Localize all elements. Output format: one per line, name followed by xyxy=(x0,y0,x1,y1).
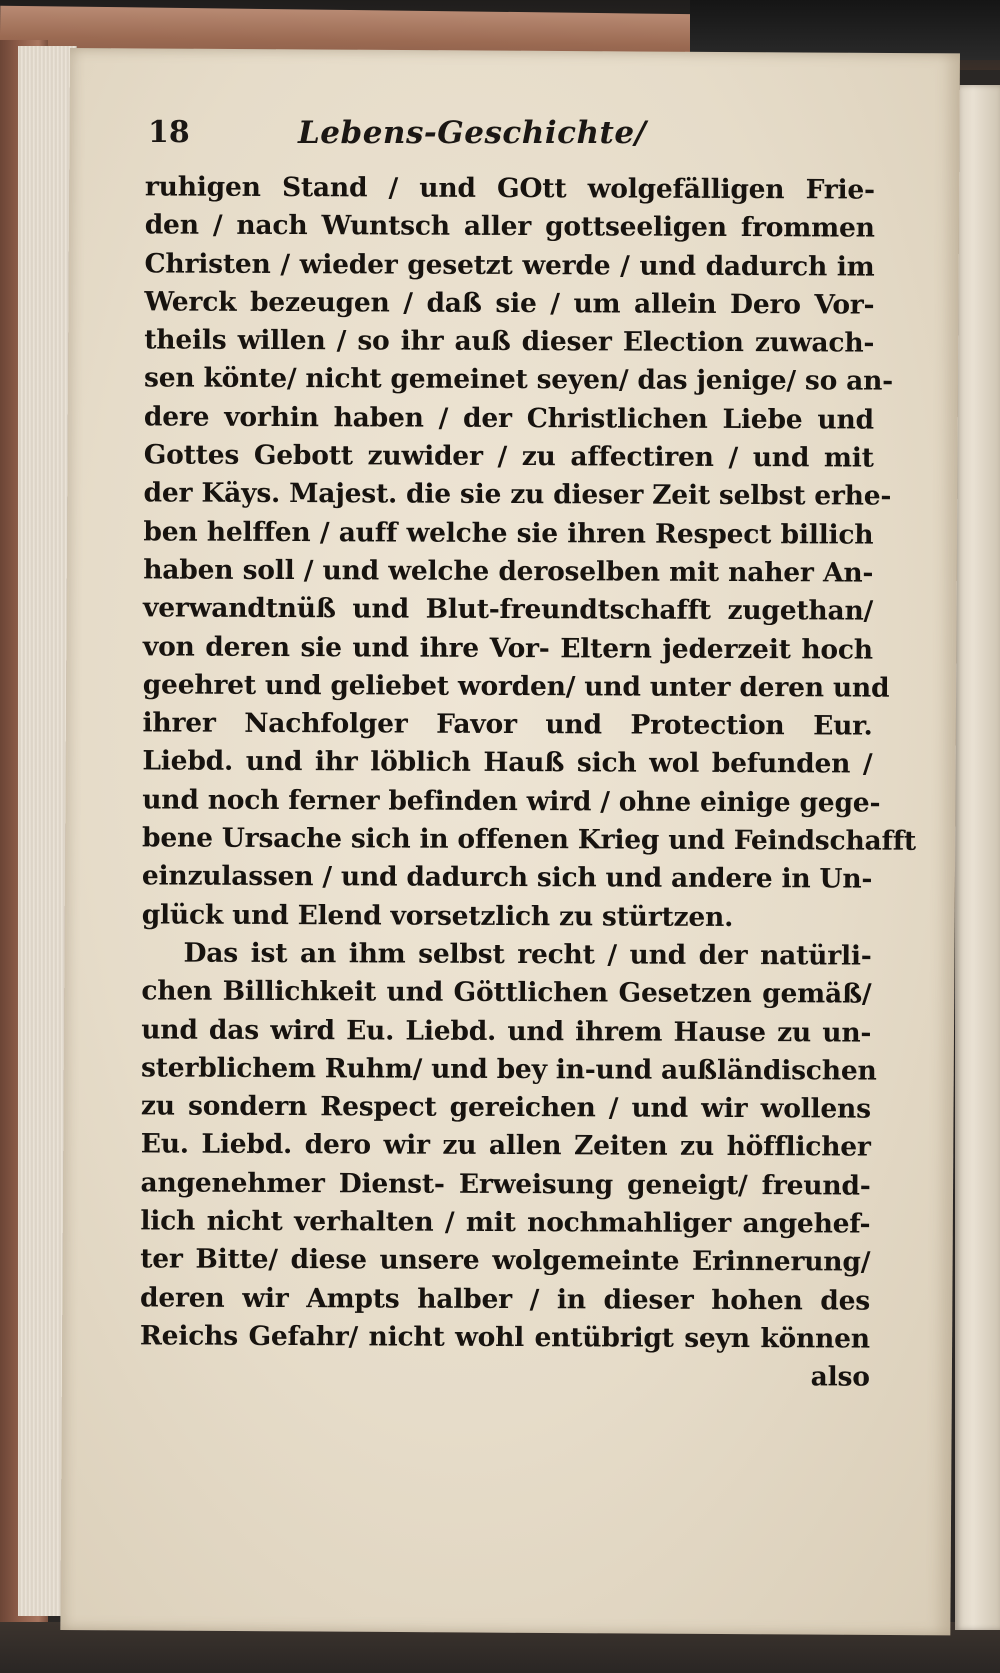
text-line: sterblichem Ruhm/ und bey in-und außländischen xyxy=(141,1052,877,1087)
text-line: der Käys. Majest. die sie zu dieser Zeit selbst erhe- xyxy=(143,477,892,513)
text-line: Gottes Gebott zuwider / zu affectiren / und mit xyxy=(143,439,874,474)
running-title: Lebens-Geschichte/ xyxy=(298,115,647,151)
text-line: den / nach Wuntsch aller gottseeligen frommen xyxy=(144,209,875,244)
binding-dark-edge xyxy=(690,0,1000,60)
text-line: verwandtnüß und Blut-freundtschafft zugethan/ xyxy=(143,592,874,627)
text-line: zu sondern Respect gereichen / und wir wollens xyxy=(140,1090,871,1125)
text-line: sen könte/ nicht gemeinet seyen/ das jenige/ so an- xyxy=(144,362,894,398)
page-number: 18 xyxy=(148,115,190,150)
text-line: Werck bezeugen / daß sie / um allein Dero Vor- xyxy=(144,286,875,321)
text-line: theils willen / so ihr auß dieser Election zuwach- xyxy=(144,324,875,359)
text-line: ter Bitte/ diese unsere wolgemeinte Erinnerung/ xyxy=(140,1243,871,1278)
text-line: Liebd. und ihr löblich Hauß sich wol befunden / xyxy=(142,745,873,781)
text-line: und noch ferner befinden wird / ohne einige gege- xyxy=(142,784,881,819)
text-line: glück und Elend vorsetzlich zu stürtzen. xyxy=(141,899,734,933)
catchword: also xyxy=(810,1361,870,1393)
text-line: ben helffen / auff welche sie ihren Respect billich xyxy=(143,516,874,551)
page-body-text xyxy=(139,168,917,1541)
text-line: lich nicht verhalten / mit nochmahliger angehef- xyxy=(140,1205,871,1240)
facing-page-edge xyxy=(955,85,1000,1630)
text-line: deren wir Ampts halber / in dieser hohen des xyxy=(139,1282,871,1317)
text-line: Das ist an ihm selbst recht / und der natürli- xyxy=(183,937,872,972)
text-line: und das wird Eu. Liebd. und ihrem Hause zu un- xyxy=(141,1013,872,1049)
text-line: dere vorhin haben / der Christlichen Liebe und xyxy=(143,401,874,436)
text-line: ihrer Nachfolger Favor und Protection Eur. xyxy=(142,707,873,742)
text-line: Eu. Liebd. dero wir zu allen Zeiten zu höfflicher xyxy=(140,1128,871,1164)
text-line: chen Billichkeit und Göttlichen Gesetzen gemäß/ xyxy=(141,975,872,1010)
page-header xyxy=(148,115,868,167)
text-line: angenehmer Dienst- Erweisung geneigt/ freund- xyxy=(140,1167,871,1202)
text-line: geehret und geliebet worden/ und unter deren und xyxy=(142,669,890,704)
text-line: Reichs Gefahr/ nicht wohl entübrigt seyn können xyxy=(139,1320,870,1355)
text-line: von deren sie und ihre Vor- Eltern jederzeit hoch xyxy=(142,630,873,666)
text-line: bene Ursache sich in offenen Krieg und Feindschafft xyxy=(142,822,917,857)
text-line: Christen / wieder gesetzt werde / und dadurch im xyxy=(144,248,875,283)
text-line: einzulassen / und dadurch sich und andere in Un- xyxy=(141,860,873,895)
text-line: haben soll / und welche deroselben mit naher An- xyxy=(143,554,874,589)
text-line: ruhigen Stand / und GOtt wolgefälligen Frie- xyxy=(144,171,875,206)
